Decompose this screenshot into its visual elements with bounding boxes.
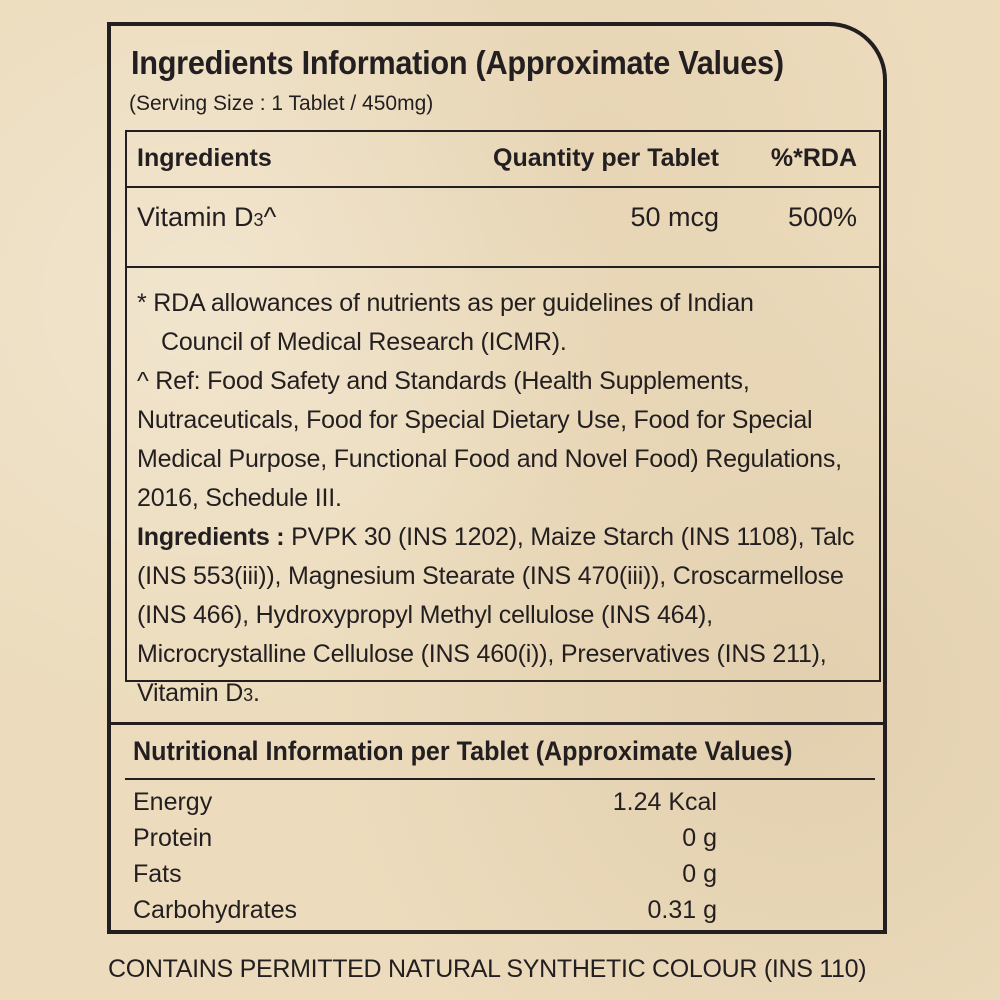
row-ingredient-sub: 3 xyxy=(253,210,264,230)
row-divider xyxy=(127,266,879,268)
ref-note-line-4: 2016, Schedule III. xyxy=(137,484,342,512)
nutrition-value: 0.31 g xyxy=(647,896,717,924)
header-quantity: Quantity per Tablet xyxy=(493,144,719,172)
ingredients-line-3: (INS 466), Hydroxypropyl Methyl cellulose (INS 464), xyxy=(137,601,713,629)
section-divider xyxy=(111,722,883,725)
rda-note-line-1: * RDA allowances of nutrients as per guidelines of Indian xyxy=(137,289,754,317)
header-rda: %*RDA xyxy=(770,144,857,172)
ingredients-line-5-text: Vitamin D xyxy=(137,679,244,707)
notes-section xyxy=(137,284,877,715)
header-divider xyxy=(127,186,879,188)
label-panel xyxy=(107,22,887,934)
rda-note-line-2: Council of Medical Research (ICMR). xyxy=(161,328,567,356)
ingredients-label: Ingredients : xyxy=(137,523,285,551)
nutrition-row xyxy=(133,824,717,860)
row-rda: 500% xyxy=(787,202,857,232)
nutrition-label: Energy xyxy=(133,788,213,816)
nutrition-label: Fats xyxy=(133,860,182,888)
ref-note-line-1: ^ Ref: Food Safety and Standards (Health Supplements, xyxy=(137,367,750,395)
nutrition-label: Carbohydrates xyxy=(133,896,297,924)
ingredients-line-1-text: PVPK 30 (INS 1202), Maize Starch (INS 1108), Talc xyxy=(284,523,855,551)
colour-statement: CONTAINS PERMITTED NATURAL SYNTHETIC COLOUR (INS 110) xyxy=(108,955,867,983)
nutrition-label: Protein xyxy=(133,824,213,852)
serving-size: (Serving Size : 1 Tablet / 450mg) xyxy=(129,92,434,115)
ingredients-line-2: (INS 553(iii)), Magnesium Stearate (INS 470(iii)), Croscarmellose xyxy=(137,562,844,590)
ingredients-line-4: Microcrystalline Cellulose (INS 460(i)), Preservatives (INS 211), xyxy=(137,640,827,668)
row-ingredient-name: Vitamin D xyxy=(137,202,254,232)
ingredients-line-5 xyxy=(137,674,877,715)
ingredients-line-5-end: . xyxy=(252,679,260,707)
nutrition-title-divider xyxy=(125,778,875,780)
nutrition-value: 1.24 Kcal xyxy=(612,788,717,816)
nutrition-row xyxy=(133,896,717,932)
nutrition-row xyxy=(133,788,717,824)
header-ingredients: Ingredients xyxy=(137,144,272,172)
nutrition-value: 0 g xyxy=(682,824,717,852)
ref-note-line-3: Medical Purpose, Functional Food and Novel Food) Regulations, xyxy=(137,445,842,473)
ref-note-line-2: Nutraceuticals, Food for Special Dietary Use, Food for Special xyxy=(137,406,813,434)
row-quantity: 50 mcg xyxy=(630,202,719,232)
ingredients-line-1 xyxy=(137,518,877,557)
row-ingredient-mark: ^ xyxy=(263,202,277,232)
ingredients-title: Ingredients Information (Approximate Values) xyxy=(131,44,784,81)
nutrition-row xyxy=(133,860,717,896)
row-ingredient xyxy=(137,202,276,233)
nutrition-value: 0 g xyxy=(682,860,717,888)
ingredients-table xyxy=(125,130,881,707)
nutrition-title: Nutritional Information per Tablet (Approximate Values) xyxy=(133,736,793,766)
ingredients-line-5-sub: 3 xyxy=(243,685,253,705)
